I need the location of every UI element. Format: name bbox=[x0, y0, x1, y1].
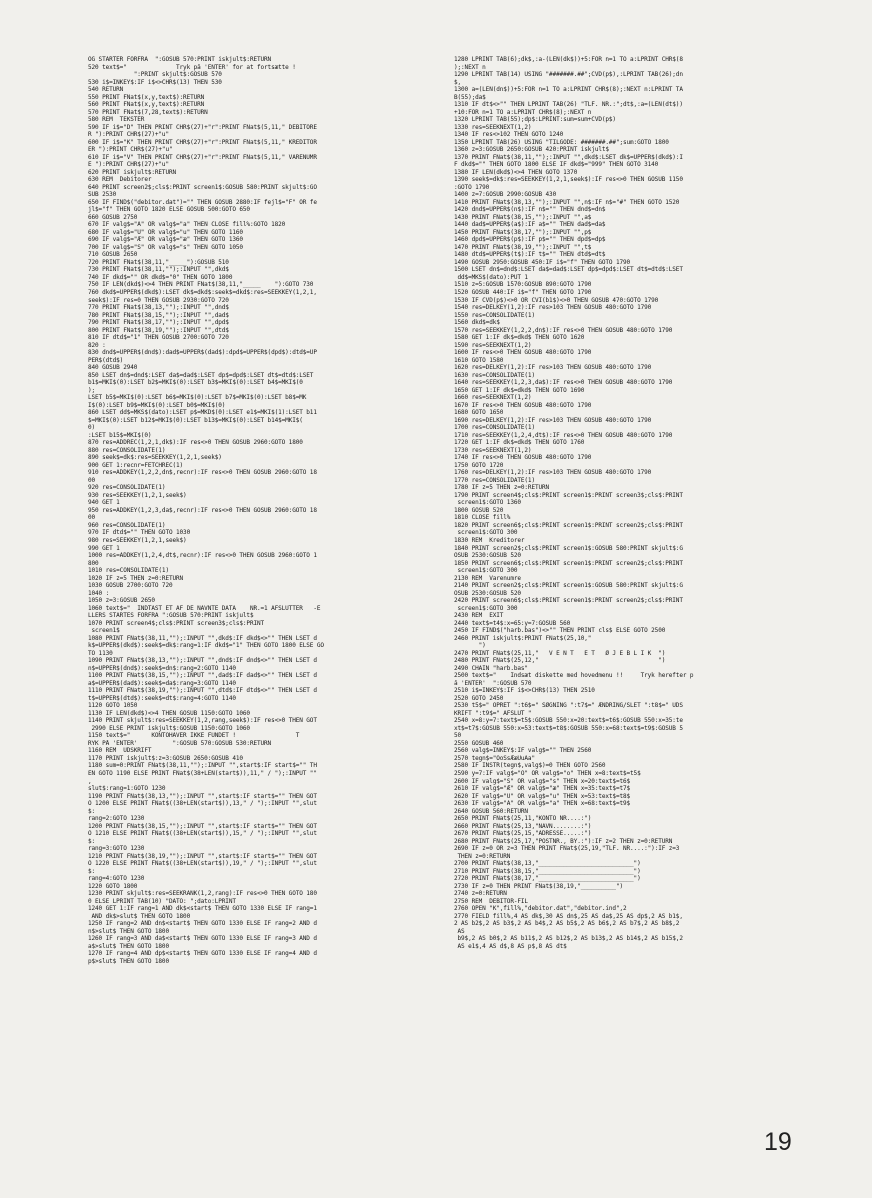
code-line: 2640 GOSUB 560:RETURN bbox=[454, 807, 528, 815]
code-line: 2490 CHAIN "harb.bas" bbox=[454, 664, 528, 672]
code-line: $=MKI$(0):LSET b12$=MKI$(0):LSET b13$=MKI$(0):LSET b14$=MKI$( bbox=[88, 416, 303, 424]
code-line: 870 res=ADDREC(1,2,1,dk$):IF res<>0 THEN GOSUB 2960:GOTO 1800 bbox=[88, 439, 303, 447]
code-line: 1550 res=CONSOLIDATE(1) bbox=[454, 311, 535, 319]
code-line: 50 bbox=[454, 732, 462, 740]
code-line: 1580 GET 1:IF dk$=dkd$ THEN GOTO 1620 bbox=[454, 334, 585, 342]
code-line: 920 res=CONSOLIDATE(1) bbox=[88, 484, 166, 492]
code-line: 1500 LSET dn$=dnd$:LSET da$=dad$:LSET dp$=dpd$:LSET dt$=dtd$:LSET bbox=[454, 266, 683, 274]
code-line: 670 IF valg$="A" OR valg$="a" THEN CLOSE fill%:GOTO 1820 bbox=[88, 221, 286, 229]
code-line: 1740 IF res<>0 THEN GOSUB 480:GOTO 1790 bbox=[454, 454, 592, 462]
code-line: 1690 res=DELKEY(1,2):IF res>103 THEN GOSUB 480:GOTO 1790 bbox=[454, 416, 652, 424]
code-line: 590 IF i$="D" THEN PRINT CHR$(27)+"r":PRINT FNat$(5,11," DEBITORE bbox=[88, 123, 317, 131]
code-line: 1230 PRINT skjult$:res=SEEKRANK(1,2,rang):IF res<>0 THEN GOTO 180 bbox=[88, 890, 317, 898]
code-line: 2700 PRINT FNat$(38,13,"___________________________") bbox=[454, 860, 641, 868]
code-line: 2600 IF valg$="S" OR valg$="s" THEN x=20:text$=t6$ bbox=[454, 777, 631, 785]
code-line: B(55);da$ bbox=[454, 93, 486, 101]
code-line: 1120 GOTO 1050 bbox=[88, 702, 138, 710]
code-line: 950 res=ADDKEY(1,2,3,da$,recnr):IF res<>0 THEN GOSUB 2960:GOTO 18 bbox=[88, 506, 317, 514]
code-line: 1770 res=CONSOLIDATE(1) bbox=[454, 476, 535, 484]
code-line: xt$=t7$:GOSUB 550:x=53:text$=t8$:GOSUB 550:x=68:text$=t9$:GOSUB 5 bbox=[454, 724, 683, 732]
code-line: AS bbox=[454, 927, 465, 935]
code-line: 2460 PRINT iskjult$:PRINT FNat$(25,10," bbox=[454, 634, 592, 642]
code-line: 940 GET 1 bbox=[88, 499, 120, 507]
code-line: 1310 IF dt$<>"" THEN LPRINT TAB(26) "TLF. NR.:";dt$,:a=(LEN(dt$)) bbox=[454, 101, 683, 109]
code-line: 2620 IF valg$="U" OR valg$="u" THEN x=53:text$=t8$ bbox=[454, 792, 631, 800]
code-line: 620 PRINT iskjult$:RETURN bbox=[88, 168, 177, 176]
code-line: 1260 IF rang=3 AND da$<start$ THEN GOTO 1330 ELSE IF rang=3 AND d bbox=[88, 935, 317, 943]
code-line: 2130 REM Varenumre bbox=[454, 574, 521, 582]
code-line: ") bbox=[454, 642, 486, 650]
code-line: F dkd$="" THEN GOTO 1800 ELSE IF dkd$="999" THEN GOTO 3140 bbox=[454, 161, 659, 169]
code-line: k$=UPPER$(dkd$):seek$=dk$:rang=1:IF dkd$="1" THEN GOTO 1800 ELSE GO bbox=[88, 642, 324, 650]
code-line: 2590 y=7:IF valg$="O" OR valg$="o" THEN x=8:text$=t5$ bbox=[454, 769, 641, 777]
code-line: 750 IF LEN(dkd$)<>4 THEN PRINT FNat$(38,11,"_____ "):GOTO 730 bbox=[88, 281, 314, 289]
code-line: 1720 GET 1:IF dk$=dkd$ THEN GOTO 1760 bbox=[454, 439, 585, 447]
code-line: 850 LSET dn$=dnd$:LSET da$=dad$:LSET dp$=dpd$:LSET dt$=dtd$:LSET bbox=[88, 371, 314, 379]
code-line: 740 IF dkd$="" OR dkd$="0" THEN GOTO 1800 bbox=[88, 273, 233, 281]
code-line: 830 dnd$=UPPER$(dnd$):dad$=UPPER$(dad$):dpd$=UPPER$(dpd$):dtd$=UP bbox=[88, 349, 317, 357]
code-line: 1100 PRINT FNat$(38,15,"");:INPUT "",dad$:IF dad$<>"" THEN LSET d bbox=[88, 672, 317, 680]
code-line: I$(0):LSET b9$=MKI$(0):LSET b0$=MKI$(0) bbox=[88, 401, 226, 409]
code-line: screen1$ bbox=[88, 627, 120, 635]
code-line: 2750 REM DEBITOR-FIL bbox=[454, 897, 528, 905]
code-line: b1$=MKI$(0):LSET b2$=MKI$(0):LSET b3$=MKI$(0):LSET b4$=MKI$(0 bbox=[88, 379, 303, 387]
code-line: 1170 PRINT iskjult$:z=3:GOSUB 2650:GOSUB 410 bbox=[88, 754, 243, 762]
code-line: 1070 PRINT screen4$;cls$:PRINT screen3$;cls$:PRINT bbox=[88, 619, 265, 627]
code-line: 1270 IF rang=4 AND dp$<start$ THEN GOTO 1330 ELSE IF rang=4 AND d bbox=[88, 950, 317, 958]
code-line: 680 IF valg$="U" OR valg$="u" THEN GOTO 1160 bbox=[88, 228, 243, 236]
code-line: 1670 IF res<>0 THEN GOSUB 480:GOTO 1790 bbox=[454, 401, 592, 409]
code-line: 730 PRINT FNat$(38,11,"");:INPUT "",dkd$ bbox=[88, 266, 229, 274]
code-line: 700 IF valg$="S" OR valg$="s" THEN GOTO 1050 bbox=[88, 243, 243, 251]
code-line: 1150 text$=" KONTOHAVER IKKE FUNDET ! T bbox=[88, 732, 300, 740]
code-line: 2720 PRINT FNat$(38,17,"___________________________") bbox=[454, 875, 641, 883]
code-line: SUB 2530 bbox=[88, 191, 117, 199]
code-line: ":PRINT skjult$:GOSUB 570 bbox=[88, 71, 222, 79]
code-line: 540 RETURN bbox=[88, 86, 124, 94]
code-line: 00 bbox=[88, 514, 96, 522]
code-line: ); bbox=[88, 386, 96, 394]
code-line: E "):PRINT CHR$(27)+"u" bbox=[88, 161, 169, 169]
code-line: 1210 PRINT FNat$(38,19,"");:INPUT "",start$:IF start$="" THEN GOT bbox=[88, 852, 317, 860]
code-line: 840 GOSUB 2940 bbox=[88, 364, 138, 372]
code-line: 1650 GET 1:IF dk$=dkd$ THEN GOTO 1690 bbox=[454, 386, 585, 394]
code-line: 1820 PRINT screen6$;cls$:PRINT screen1$:PRINT screen2$;cls$:PRINT bbox=[454, 521, 683, 529]
code-line: 2500 text$=" Indsæt diskette med hovedmenu !! Tryk herefter p bbox=[454, 672, 694, 680]
code-line: 530 i$=INKEY$:IF i$<>CHR$(13) THEN 530 bbox=[88, 78, 222, 86]
code-line: 1400 z=7:GOSUB 2990:GOSUB 430 bbox=[454, 191, 557, 199]
code-line: 2630 IF valg$="A" OR valg$="a" THEN x=68:text$=t9$ bbox=[454, 800, 631, 808]
code-line: 640 PRINT screen2$;cls$:PRINT screen1$:GOSUB 580:PRINT skjult$:GO bbox=[88, 183, 317, 191]
code-line: 1480 dtd$=UPPER$(t$):IF t$="" THEN dtd$=dt$ bbox=[454, 251, 606, 259]
code-line: 1080 PRINT FNat$(38,11,"");:INPUT "",dkd$:IF dkd$<>"" THEN LSET d bbox=[88, 634, 317, 642]
code-line: 00 bbox=[88, 476, 96, 484]
code-line: 820 : bbox=[88, 341, 106, 349]
code-line: OSUB 2530:GOSUB 520 bbox=[454, 589, 521, 597]
code-line: 1520 GOSUB 440:IF i$="f" THEN GOTO 1790 bbox=[454, 288, 592, 296]
code-line: PER$(dtd$) bbox=[88, 356, 124, 364]
code-line: 970 IF dtd$="" THEN GOTO 1030 bbox=[88, 529, 191, 537]
code-line: 2740 z=0:RETURN bbox=[454, 890, 507, 898]
code-line: 1510 z=5:GOSUB 1570:GOSUB 890:GOTO 1790 bbox=[454, 281, 592, 289]
code-line: 1660 res=SEEKNEXT(1,2) bbox=[454, 394, 532, 402]
code-line: 990 GET 1 bbox=[88, 544, 120, 552]
listing-left-column bbox=[88, 56, 438, 965]
code-line: $: bbox=[88, 867, 96, 875]
code-line: 2140 PRINT screen2$;cls$:PRINT screen1$:GOSUB 580:PRINT skjult$:G bbox=[454, 582, 683, 590]
code-line: O 1220 ELSE PRINT FNat$((38+LEN(start$)),19," / ");:INPUT "",slut bbox=[88, 860, 317, 868]
code-line: 2430 REM EXIT bbox=[454, 612, 504, 620]
code-line: 1750 GOTO 1720 bbox=[454, 461, 504, 469]
code-line: 580 REM TEKSTER bbox=[88, 116, 145, 124]
code-line: O 1200 ELSE PRINT FNat$((38+LEN(start$)),13," / ");:INPUT "",slut bbox=[88, 800, 317, 808]
code-line: 520 text$=" Tryk på 'ENTER' for at fortsætte ! bbox=[88, 63, 296, 71]
code-line: 630 REM Debitorer bbox=[88, 176, 152, 184]
code-line: 1090 PRINT FNat$(38,13,"");:INPUT "",dnd$:IF dnd$<>"" THEN LSET d bbox=[88, 657, 317, 665]
code-line: screen1$:GOTO 300 bbox=[454, 529, 518, 537]
code-line: 1360 z=3:GOSUB 2650:GOSUB 420:PRINT iskjult$ bbox=[454, 146, 609, 154]
code-line: 1290 LPRINT TAB(14) USING "#######.##";CVD(p$),:LPRINT TAB(26);dn bbox=[454, 71, 683, 79]
code-line: 2450 IF FIND$("harb.bas")<>"" THEN PRINT cls$ ELSE GOTO 2500 bbox=[454, 627, 666, 635]
code-line: 2990 ELSE PRINT iskjult$:GOSUB 1150:GOTO 1060 bbox=[88, 724, 250, 732]
code-line: screen1$:GOTO 300 bbox=[454, 567, 518, 575]
code-line: THEN z=0:RETURN bbox=[454, 852, 511, 860]
code-line: 1460 dpd$=UPPER$(p$):IF p$="" THEN dpd$=dp$ bbox=[454, 236, 606, 244]
code-line: 880 res=CONSOLIDATE(1) bbox=[88, 446, 166, 454]
code-line: AND dk$>slut$ THEN GOTO 1800 bbox=[88, 912, 191, 920]
page-number: 19 bbox=[764, 1128, 792, 1156]
code-line: 570 PRINT FNat$(7,28,text$):RETURN bbox=[88, 108, 208, 116]
code-line: 980 res=SEEKKEY(1,2,1,seek$) bbox=[88, 537, 187, 544]
code-line: 1830 REM Kreditorer bbox=[454, 537, 525, 544]
code-line: $: bbox=[88, 807, 96, 815]
code-line: 1700 res=CONSOLIDATE(1) bbox=[454, 424, 535, 432]
code-line: 1760 res=DELKEY(1,2):IF res>103 THEN GOSUB 480:GOTO 1790 bbox=[454, 469, 652, 477]
code-line: a$>slut$ THEN GOTO 1800 bbox=[88, 942, 169, 950]
code-line: 2530 t5$=" OPRET ":t6$=" SØGNING ":t7$=" ÆNDRING/SLET ":t8$=" UDS bbox=[454, 702, 683, 710]
code-line: n$=UPPER$(dnd$):seek$=dn$:rang=2:GOTO 1140 bbox=[88, 664, 236, 672]
code-line: 860 LSET dd$=MKS$(dato):LSET p$=MKD$(0):LSET e1$=MKI$(1):LSET b11 bbox=[88, 409, 317, 417]
code-line: 2730 IF z=0 THEN PRINT FNat$(38,19,"__________") bbox=[454, 882, 623, 890]
code-line: 810 IF dtd$="1" THEN GOSUB 2700:GOTO 720 bbox=[88, 334, 229, 342]
code-line: 1420 dnd$=UPPER$(n$):IF n$="" THEN dnd$=dn$ bbox=[454, 206, 606, 214]
code-line: 1620 res=DELKEY(1,2):IF res>103 THEN GOSUB 480:GOTO 1790 bbox=[454, 364, 652, 372]
code-line: 2670 PRINT FNat$(25,15,"ADRESSE.....:") bbox=[454, 830, 592, 838]
code-line: 1380 IF LEN(dkd$)<>4 THEN GOTO 1370 bbox=[454, 168, 578, 176]
code-line: 1640 res=SEEKKEY(1,2,3,da$):IF res<>0 THEN GOSUB 480:GOTO 1790 bbox=[454, 379, 673, 387]
code-line: 2690 IF z=0 OR z=3 THEN PRINT FNat$(25,19,"TLF. NR....:"):IF z=3 bbox=[454, 845, 680, 853]
code-line: 1280 LPRINT TAB(6);dk$,:a-(LEN(dk$))+5:FOR n=1 TO a:LPRINT CHR$(8 bbox=[454, 56, 683, 63]
code-line: 2650 PRINT FNat$(25,11,"KONTO NR....:") bbox=[454, 815, 592, 823]
code-line: 960 res=CONSOLIDATE(1) bbox=[88, 521, 166, 529]
code-line: 1560 dkd$=dk$ bbox=[454, 319, 500, 327]
code-line: 2550 GOSUB 460 bbox=[454, 739, 504, 747]
code-line: 760 dkd$=UPPER$(dkd$):LSET dk$=dkd$:seek$=dkd$:res=SEEKKEY(1,2,1, bbox=[88, 288, 317, 296]
code-line: TO 1130 bbox=[88, 649, 113, 657]
code-line: 2440 text$=t4$:x=65:y=7:GOSUB 560 bbox=[454, 619, 571, 627]
code-line: KRIFT ":t9$=" AFSLUT " bbox=[454, 709, 532, 717]
code-line: 2580 IF INSTR(tegn$,valg$)=0 THEN GOTO 2560 bbox=[454, 762, 606, 770]
code-line: 1060 text$=" INDTAST ET AF DE NAVNTE DATA NR.=1 AFSLUTTER -E bbox=[88, 604, 321, 612]
code-line: rang=2:GOTO 1230 bbox=[88, 815, 145, 823]
code-line: EN GOTO 1190 ELSE PRINT FNat$(38+LEN(start$)),11," / ");:INPUT "" bbox=[88, 769, 317, 777]
code-line: 1570 res=SEEKKEY(1,2,2,dn$):IF res<>0 THEN GOSUB 480:GOTO 1790 bbox=[454, 326, 673, 334]
code-line: 1180 sum=0:PRINT FNat$(38,11,"");:INPUT "",start$:IF start$="" TH bbox=[88, 762, 317, 770]
code-line: 780 PRINT FNat$(38,15,"");:INPUT "",dad$ bbox=[88, 311, 229, 319]
code-line: å 'ENTER' ":GOSUB 570 bbox=[454, 679, 532, 687]
code-line: 1040 : bbox=[88, 589, 110, 597]
code-line: RYK PÅ 'ENTER' ":GOSUB 570:GOSUB 530:RETURN bbox=[88, 739, 272, 747]
code-line: 1590 res=SEEKNEXT(1,2) bbox=[454, 341, 532, 349]
code-line: screen1$:GOTO 300 bbox=[454, 604, 518, 612]
code-line: 1630 res=CONSOLIDATE(1) bbox=[454, 371, 535, 379]
code-line: :GOTO 1790 bbox=[454, 183, 490, 191]
code-line: 2760 OPEN "K",fill%,"debitor.dat","debitor.ind",2 bbox=[454, 905, 627, 913]
code-line: a$=UPPER$(dad$):seek$=da$:rang=3:GOTO 1140 bbox=[88, 679, 236, 687]
code-line: p$>slut$ THEN GOTO 1800 bbox=[88, 957, 169, 965]
code-line: :LSET b15$=MKI$(0) bbox=[88, 431, 152, 439]
code-line: 1390 seek$=dk$:res=SEEKKEY(1,2,1,seek$):IF res<>0 THEN GOSUB 1150 bbox=[454, 176, 683, 184]
code-line: 1160 REM UDSKRIFT bbox=[88, 747, 152, 755]
code-line: 2470 PRINT FNat$(25,11," V E N T E T Ø J E B L I K ") bbox=[454, 649, 666, 657]
code-line: 660 GOSUB 2750 bbox=[88, 213, 138, 221]
code-line: 1850 PRINT screen6$;cls$:PRINT screen1$:PRINT screen2$;cls$:PRINT bbox=[454, 559, 683, 567]
code-line: 2480 PRINT FNat$(25,12," ") bbox=[454, 657, 666, 665]
code-line: 890 seek$=dk$:res=SEEKKEY(1,2,1,seek$) bbox=[88, 454, 222, 462]
code-line: n$>slut$ THEN GOTO 1800 bbox=[88, 927, 169, 935]
code-line: 1200 PRINT FNat$(38,15,"");:INPUT "",start$:IF start$="" THEN GOT bbox=[88, 822, 317, 830]
code-line: LSET b5$=MKI$(0):LSET b6$=MKI$(0):LSET b7$=MKI$(0):LSET b8$=MK bbox=[88, 394, 307, 402]
code-line: 1140 PRINT skjult$:res=SEEKKEY(1,2,rang,seek$):IF res<>0 THEN GOT bbox=[88, 717, 317, 725]
code-line: 720 PRINT FNat$(38,11,"_____"):GOSUB 510 bbox=[88, 258, 229, 266]
code-line: 1710 res=SEEKKEY(1,2,4,dt$):IF res<>0 THEN GOSUB 480:GOTO 1790 bbox=[454, 431, 673, 439]
code-line: 600 IF i$="K" THEN PRINT CHR$(27)+"r":PRINT FNat$(5,11," KREDITOR bbox=[88, 138, 317, 146]
code-line: LLERS STARTES FORFRA ":GOSUB 570:PRINT iskjult$ bbox=[88, 612, 254, 620]
code-line: 800 PRINT FNat$(38,19,"");:INPUT "",dtd$ bbox=[88, 326, 229, 334]
code-line: 770 PRINT FNat$(38,13,"");:INPUT "",dnd$ bbox=[88, 304, 229, 312]
code-line: O 1210 ELSE PRINT FNat$((38+LEN(start$)),15," / ");:INPUT "",slut bbox=[88, 830, 317, 838]
code-line: dd$=MKS$(dato):PUT 1 bbox=[454, 273, 528, 281]
code-line: 1370 PRINT FNat$(38,11,"");:INPUT "",dkd$:LSET dk$=UPPER$(dkd$):I bbox=[454, 153, 683, 161]
code-line: 0 ELSE LPRINT TAB(10) "DATO: ";dato:LPRINT bbox=[88, 897, 236, 905]
code-line: 1800 GOSUB 520 bbox=[454, 506, 504, 514]
code-line: 1300 a=(LEN(dn$))+5:FOR n=1 TO a:LPRINT CHR$(8);:NEXT n:LPRINT TA bbox=[454, 86, 683, 94]
code-line: 1430 PRINT FNat$(38,15,"");:INPUT "",a$ bbox=[454, 213, 592, 221]
code-line: 1600 IF res<>0 THEN GOSUB 480:GOTO 1790 bbox=[454, 349, 592, 357]
code-line: 560 PRINT FNat$(x,y,text$):RETURN bbox=[88, 101, 205, 109]
code-line: 1220 GOTO 1800 bbox=[88, 882, 138, 890]
code-line: 1110 PRINT FNat$(38,19,"");:INPUT "",dtd$:IF dtd$<>"" THEN LSET d bbox=[88, 687, 317, 695]
code-line: seek$):IF res=0 THEN GOSUB 2930:GOTO 720 bbox=[88, 296, 229, 304]
code-line: slut$:rang=1:GOTO 1230 bbox=[88, 785, 166, 793]
code-line: 1610 GOTO 1580 bbox=[454, 356, 504, 364]
code-line: jl$="f" THEN GOTO 1820 ELSE GOSUB 500:GOTO 650 bbox=[88, 206, 250, 214]
code-line: 1020 IF z=5 THEN z=0:RETURN bbox=[88, 574, 184, 582]
code-line: , bbox=[88, 777, 92, 785]
code-line: 2610 IF valg$="Æ" OR valg$="æ" THEN x=35:text$=t7$ bbox=[454, 785, 631, 793]
code-line: 1000 res=ADDKEY(1,2,4,dt$,recnr):IF res<>0 THEN GOSUB 2960:GOTO 1 bbox=[88, 552, 317, 560]
code-line: 1240 GET 1:IF rang=1 AND dk$<start$ THEN GOTO 1330 ELSE IF rang=1 bbox=[88, 905, 317, 913]
code-line: 1330 res=SEEKNEXT(1,2) bbox=[454, 123, 532, 131]
code-line: AS e1$,4 AS d$,8 AS p$,8 AS dt$ bbox=[454, 942, 567, 950]
code-line: 910 res=ADDKEY(1,2,2,dn$,recnr):IF res<>0 THEN GOSUB 2960:GOTO 18 bbox=[88, 469, 317, 477]
code-line: 1680 GOTO 1650 bbox=[454, 409, 504, 417]
code-line: ER "):PRINT CHR$(27)+"u" bbox=[88, 146, 173, 154]
code-line: 2770 FIELD fill%,4 AS dk$,30 AS dn$,25 AS da$,25 AS dp$,2 AS b1$, bbox=[454, 912, 683, 920]
code-line: 1250 IF rang=2 AND dn$<start$ THEN GOTO 1330 ELSE IF rang=2 AND d bbox=[88, 920, 317, 928]
code-line: rang=3:GOTO 1230 bbox=[88, 845, 145, 853]
code-line: 930 res=SEEKKEY(1,2,1,seek$) bbox=[88, 491, 187, 499]
code-line: 1320 LPRINT TAB(55);dp$:LPRINT:sum=sum+CVD(p$) bbox=[454, 116, 616, 124]
code-line: 1030 GOSUB 2700:GOTO 720 bbox=[88, 582, 173, 590]
code-line: 2570 tegn$="OoSsÆæUuAa" bbox=[454, 754, 535, 762]
code-line: 1130 IF LEN(dkd$)<>4 THEN GOSUB 1150:GOTO 1060 bbox=[88, 709, 250, 717]
code-line: 1730 res=SEEKNEXT(1,2) bbox=[454, 446, 532, 454]
code-line: 1340 IF res<>102 THEN GOTO 1240 bbox=[454, 131, 564, 139]
code-line: R "):PRINT CHR$(27)+"u" bbox=[88, 131, 169, 139]
code-line: 2520 GOTO 2450 bbox=[454, 694, 504, 702]
code-line: 610 IF i$="V" THEN PRINT CHR$(27)+"r":PRINT FNat$(5,11," VARENUMR bbox=[88, 153, 317, 161]
code-line: OG STARTER FORFRA ":GOSUB 570:PRINT iskjult$:RETURN bbox=[88, 56, 272, 63]
code-line: 1440 dad$=UPPER$(a$):IF a$="" THEN dad$=da$ bbox=[454, 221, 606, 229]
code-line: 1190 PRINT FNat$(38,13,"");:INPUT "",start$:IF start$="" THEN GOT bbox=[88, 792, 317, 800]
code-line: 2 AS b2$,2 AS b3$,2 AS b4$,2 AS b5$,2 AS b6$,2 AS b7$,2 AS b8$,2 bbox=[454, 920, 680, 928]
code-line: t$=UPPER$(dtd$):seek$=dt$:rang=4:GOTO 1140 bbox=[88, 694, 236, 702]
code-line: $: bbox=[88, 837, 96, 845]
code-line: 1540 res=DELKEY(1,2):IF res>103 THEN GOSUB 480:GOTO 1790 bbox=[454, 304, 652, 312]
code-line: screen1$:GOTO 1360 bbox=[454, 499, 521, 507]
code-line: 1490 GOSUB 2950:GOSUB 450:IF i$="f" THEN GOTO 1790 bbox=[454, 258, 631, 266]
code-line: $, bbox=[454, 78, 462, 86]
code-line: 1810 CLOSE fill% bbox=[454, 514, 511, 522]
code-line: 2540 x=8:y=7:text$=t5$:GOSUB 550:x=20:text$=t6$:GOSUB 550:x=35:te bbox=[454, 717, 683, 725]
code-line: 800 bbox=[88, 559, 99, 567]
code-line: 2420 PRINT screen6$;cls$:PRINT screen1$:PRINT screen2$;cls$:PRINT bbox=[454, 597, 683, 605]
code-line: 2560 valg$=INKEY$:IF valg$="" THEN 2560 bbox=[454, 747, 592, 755]
code-line: 1840 PRINT screen2$;cls$:PRINT screen1$:GOSUB 580:PRINT skjult$:G bbox=[454, 544, 683, 552]
code-line: +10:FOR n=1 TO a:LPRINT CHR$(8);:NEXT n bbox=[454, 108, 592, 116]
code-line: 710 GOSUB 2650 bbox=[88, 251, 138, 259]
listing-right-column bbox=[454, 56, 814, 950]
code-line: 0) bbox=[88, 424, 96, 432]
code-line: 900 GET 1:recnr=FETCHREC(1) bbox=[88, 461, 184, 469]
code-line: 1050 z=3:GOSUB 2650 bbox=[88, 597, 155, 605]
code-line: 2710 PRINT FNat$(38,15,"___________________________") bbox=[454, 867, 641, 875]
code-line: 1790 PRINT screen4$;cls$:PRINT screen1$:PRINT screen3$;cls$:PRINT bbox=[454, 491, 683, 499]
code-line: 2680 PRINT FNat$(25,17,"POSTNR., BY.:"):IF z=2 THEN z=0:RETURN bbox=[454, 837, 673, 845]
code-line: 1450 PRINT FNat$(38,17,"");:INPUT "",p$ bbox=[454, 228, 592, 236]
code-line: rang=4:GOTO 1230 bbox=[88, 875, 145, 883]
code-line: 1470 PRINT FNat$(38,19,"");:INPUT "",t$ bbox=[454, 243, 592, 251]
code-line: 2510 i$=INKEY$:IF i$<>CHR$(13) THEN 2510 bbox=[454, 687, 595, 695]
code-line: 1010 res=CONSOLIDATE(1) bbox=[88, 567, 169, 575]
code-line: 1350 LPRINT TAB(26) USING "TILGODE: #######.##";sum:GOTO 1800 bbox=[454, 138, 669, 146]
code-line: 790 PRINT FNat$(38,17,"");:INPUT "",dpd$ bbox=[88, 319, 229, 327]
code-line: 1410 PRINT FNat$(38,13,"");:INPUT "",n$:IF n$="#" THEN GOTO 1520 bbox=[454, 198, 680, 206]
code-line: b9$,2 AS b0$,2 AS b11$,2 AS b12$,2 AS b13$,2 AS b14$,2 AS b15$,2 bbox=[454, 935, 683, 943]
code-line: 690 IF valg$="Æ" OR valg$="æ" THEN GOTO 1360 bbox=[88, 236, 243, 244]
code-line: 550 PRINT FNat$(x,y,text$):RETURN bbox=[88, 93, 205, 101]
code-line: );:NEXT n bbox=[454, 63, 486, 71]
code-line: 1780 IF z=5 THEN z=0:RETURN bbox=[454, 484, 550, 492]
code-line: 650 IF FIND$("debitor.dat")="" THEN GOSUB 2880:IF fejl$="F" OR fe bbox=[88, 198, 317, 206]
code-line: OSUB 2530:GOSUB 520 bbox=[454, 552, 521, 560]
code-line: 2660 PRINT FNat$(25,13,"NAVN........:") bbox=[454, 822, 592, 830]
code-line: 1530 IF CVD(p$)<>0 OR CVI(b1$)<>0 THEN GOSUB 470:GOTO 1790 bbox=[454, 296, 659, 304]
